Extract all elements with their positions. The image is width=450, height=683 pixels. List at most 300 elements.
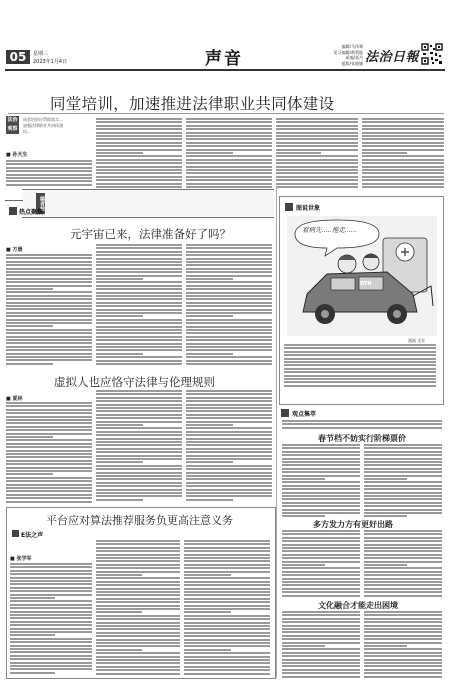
body-text-line: [282, 420, 442, 422]
body-text-line: [6, 433, 92, 435]
body-text-line: [282, 488, 360, 490]
body-text-line: [186, 343, 272, 345]
body-text-line: [186, 183, 272, 185]
body-text-line: [184, 639, 270, 641]
body-text-line: [96, 434, 182, 436]
body-text-line: [96, 298, 182, 300]
body-text-line: [364, 561, 442, 563]
body-text-line: [364, 571, 442, 573]
body-text-line: [364, 672, 442, 674]
body-text-line: [10, 648, 92, 650]
body-text-line: [96, 254, 182, 256]
body-text-line: [96, 594, 180, 596]
body-text-line: [96, 605, 180, 607]
body-text-line: [186, 465, 272, 467]
body-text-line: [186, 444, 272, 446]
body-text-line: [364, 662, 442, 664]
body-text-line: [6, 409, 92, 411]
body-text-line: [282, 458, 360, 460]
body-text-line: [364, 544, 442, 546]
body-text-line: [362, 138, 444, 140]
body-text-line: [186, 305, 272, 307]
body-text-line: [186, 264, 272, 266]
body-text-line: [96, 635, 180, 637]
body-text-line: [362, 145, 444, 147]
body-text-line: [186, 166, 272, 168]
body-text-line: [10, 566, 92, 568]
body-text-line: [184, 594, 270, 596]
body-text-line: [96, 673, 180, 675]
body-text-line: [186, 254, 272, 256]
body-text-line: [186, 438, 272, 440]
body-text-line: [186, 118, 272, 120]
cartoon-car-label: DYN: [360, 281, 372, 287]
body-text-line: [284, 358, 436, 360]
body-text-line: [10, 672, 55, 674]
body-text-line: [96, 424, 143, 426]
body-text-line: [10, 614, 92, 616]
body-text-line: [364, 574, 442, 576]
body-text-line: [186, 492, 272, 494]
body-text-line: [96, 410, 182, 412]
body-text-line: [362, 142, 444, 144]
body-text-line: [186, 152, 233, 154]
body-text-line: [10, 645, 92, 647]
body-text-line: [96, 336, 182, 338]
editor-note: [22, 189, 274, 218]
body-text-line: [6, 254, 92, 256]
body-text-line: [96, 608, 180, 610]
body-text-line: [282, 475, 360, 477]
body-text-line: [276, 132, 358, 134]
body-text-line: [184, 543, 270, 545]
body-text-line: [186, 162, 272, 164]
body-text-line: [96, 332, 182, 334]
body-text-line: [96, 343, 182, 345]
body-text-line: [6, 325, 53, 327]
article3-byline: ■ 张学军: [10, 556, 32, 562]
body-text-line: [96, 414, 182, 416]
body-text-line: [6, 257, 92, 259]
body-text-line: [6, 446, 92, 448]
body-text-line: [282, 461, 360, 463]
body-text-line: [6, 402, 92, 404]
body-text-line: [10, 577, 92, 579]
body-text-line: [186, 125, 272, 127]
body-text-line: [364, 642, 442, 644]
body-text-line: [96, 142, 182, 144]
lead-badge-line: 观察: [7, 126, 18, 132]
body-text-line: [6, 264, 92, 266]
body-text-line: [186, 312, 272, 314]
body-text-line: [96, 322, 182, 324]
body-text-line: [96, 172, 182, 174]
body-text-line: [362, 176, 444, 178]
body-text-line: [186, 339, 272, 341]
body-text-line: [184, 615, 270, 617]
body-text-line: [6, 302, 92, 304]
body-text-line: [96, 261, 182, 263]
body-text-line: [96, 169, 182, 171]
body-text-line: [186, 281, 272, 283]
body-text-line: [186, 451, 272, 453]
body-text-line: [6, 480, 92, 482]
viewpoints-headline-2: 多方发力方有更好出路: [313, 520, 393, 529]
body-text-line: [6, 356, 92, 358]
body-text-line: [96, 441, 182, 443]
paper-logo: 法治日報: [365, 50, 420, 65]
body-text-line: [96, 397, 182, 399]
body-text-line: [186, 458, 272, 460]
body-text-line: [184, 625, 270, 627]
body-text-line: [282, 481, 360, 483]
body-text-line: [10, 607, 92, 609]
body-text-line: [282, 502, 360, 504]
body-text-line: [96, 461, 143, 463]
body-text-line: [96, 155, 182, 157]
body-text-line: [364, 578, 442, 580]
body-text-line: [282, 659, 360, 661]
article2-byline: ■ 夏林: [6, 396, 23, 402]
body-text-line: [276, 138, 358, 140]
body-text-line: [6, 291, 92, 293]
body-text-line: [282, 492, 360, 494]
cartoon-column: 图说世象: [296, 205, 321, 212]
body-text-line: [6, 477, 92, 479]
body-text-line: [6, 436, 53, 438]
body-text-line: [362, 172, 444, 174]
body-text-line: [96, 349, 182, 351]
body-text-line: [6, 463, 92, 465]
body-text-line: [364, 498, 442, 500]
body-text-line: [96, 390, 182, 392]
body-text-line: [96, 162, 182, 164]
body-text-line: [364, 550, 442, 552]
body-text-line: [362, 132, 444, 134]
body-text-line: [186, 329, 272, 331]
body-text-line: [362, 125, 444, 127]
body-text-line: [282, 672, 360, 674]
lead-byline: ■ 孙天生: [6, 152, 28, 158]
body-text-line: [6, 285, 92, 287]
body-text-line: [96, 662, 180, 664]
body-text-line: [276, 155, 358, 157]
body-text-line: [282, 662, 360, 664]
body-text-line: [186, 138, 272, 140]
body-text-line: [6, 450, 92, 452]
body-text-line: [96, 577, 180, 579]
body-text-line: [364, 655, 442, 657]
body-text-line: [96, 302, 182, 304]
body-text-line: [276, 135, 358, 137]
body-text-line: [282, 618, 360, 620]
body-text-line: [282, 512, 360, 514]
body-text-line: [184, 554, 270, 556]
body-text-line: [186, 332, 272, 334]
body-text-line: [186, 397, 272, 399]
body-text-line: [276, 145, 358, 147]
body-text-line: [6, 268, 92, 270]
body-text-line: [186, 482, 272, 484]
body-text-line: [6, 315, 92, 317]
body-text-line: [6, 184, 92, 186]
body-text-line: [186, 468, 272, 470]
body-text-line: [282, 567, 360, 569]
body-text-line: [10, 621, 92, 623]
body-text-line: [96, 431, 182, 433]
body-text-line: [364, 475, 442, 477]
body-text-line: [96, 400, 182, 402]
body-text-line: [96, 421, 182, 423]
body-text-line: [282, 509, 360, 511]
body-text-line: [96, 427, 182, 429]
body-text-line: [364, 584, 442, 586]
body-text-line: [186, 132, 272, 134]
body-text-line: [282, 648, 360, 650]
body-text-line: [282, 621, 360, 623]
body-text-line: [184, 574, 231, 576]
body-text-line: [184, 611, 231, 613]
body-text-line: [6, 501, 92, 503]
body-text-line: [96, 360, 182, 362]
body-text-line: [96, 639, 180, 641]
body-text-line: [282, 635, 360, 637]
body-text-line: [282, 505, 360, 507]
body-text-line: [184, 588, 270, 590]
body-text-line: [282, 550, 360, 552]
body-text-line: [282, 554, 360, 556]
body-text-line: [184, 608, 270, 610]
body-text-line: [186, 390, 272, 392]
body-text-line: [96, 176, 182, 178]
section-divider: [5, 200, 23, 201]
body-text-line: [186, 155, 272, 157]
body-text-line: [6, 487, 92, 489]
body-text-line: [6, 319, 92, 321]
body-text-line: [282, 464, 360, 466]
body-text-line: [362, 166, 444, 168]
body-text-line: [10, 668, 92, 670]
cartoon-speech: 看病先.....拖走......: [302, 226, 358, 234]
body-text-line: [364, 554, 442, 556]
body-text-line: [282, 628, 360, 630]
body-text-line: [184, 571, 270, 573]
body-text-line: [96, 244, 182, 246]
body-text-line: [184, 581, 270, 583]
body-text-line: [282, 471, 360, 473]
body-text-line: [10, 583, 92, 585]
body-text-line: [96, 159, 182, 161]
body-text-line: [6, 426, 92, 428]
body-text-line: [10, 600, 92, 602]
body-text-line: [96, 618, 180, 620]
body-text-line: [362, 186, 444, 188]
body-text-line: [282, 530, 360, 532]
body-text-line: [96, 611, 142, 613]
body-text-line: [96, 451, 182, 453]
body-text-line: [96, 649, 142, 651]
body-text-line: [276, 162, 358, 164]
page-weekday: 星期三: [33, 51, 49, 57]
body-text-line: [96, 312, 182, 314]
body-text-line: [96, 363, 182, 365]
body-text-line: [186, 356, 272, 358]
body-text-line: [96, 485, 182, 487]
body-text-line: [186, 319, 272, 321]
body-text-line: [96, 625, 180, 627]
body-text-line: [96, 458, 182, 460]
body-text-line: [186, 169, 272, 171]
body-text-line: [282, 561, 360, 563]
body-text-line: [96, 292, 182, 294]
body-text-line: [282, 447, 360, 449]
body-text-line: [364, 533, 442, 535]
body-text-line: [284, 385, 436, 387]
body-text-line: [186, 427, 272, 429]
body-text-line: [96, 591, 180, 593]
body-text-line: [96, 404, 182, 406]
body-text-line: [364, 665, 442, 667]
body-text-line: [282, 655, 360, 657]
body-text-line: [6, 163, 92, 165]
page-date: 2023年1月4日: [33, 59, 68, 65]
editor-credit: 质编/聂丹: [345, 55, 363, 61]
body-text-line: [96, 258, 182, 260]
body-text-line: [284, 368, 436, 370]
body-text-line: [96, 268, 182, 270]
body-text-line: [184, 635, 270, 637]
body-text-line: [184, 659, 270, 661]
body-text-line: [364, 458, 442, 460]
body-text-line: [276, 183, 358, 185]
article3-headline: 平台应对算法推荐服务负更高注意义务: [46, 514, 233, 527]
body-text-line: [364, 611, 442, 613]
body-text-line: [186, 275, 272, 277]
body-text-line: [284, 375, 436, 377]
body-text-line: [282, 669, 360, 671]
body-text-line: [96, 326, 182, 328]
body-text-line: [96, 281, 182, 283]
body-text-line: [282, 468, 360, 470]
body-text-line: [276, 176, 358, 178]
body-text-line: [10, 665, 92, 667]
body-text-line: [96, 628, 180, 630]
body-text-line: [96, 145, 182, 147]
body-text-line: [96, 622, 180, 624]
body-text-line: [364, 595, 442, 597]
body-text-line: [362, 159, 444, 161]
body-text-line: [96, 666, 180, 668]
body-text-line: [364, 461, 442, 463]
body-text-line: [186, 247, 272, 249]
body-text-line: [6, 473, 53, 475]
body-text-line: [96, 547, 180, 549]
body-text-line: [282, 564, 325, 566]
body-text-line: [186, 414, 272, 416]
body-text-line: [364, 631, 442, 633]
body-text-line: [6, 490, 92, 492]
body-text-line: [184, 642, 270, 644]
lead-headline: 同堂培训，加速推进法律职业共同体建设: [50, 95, 335, 113]
body-text-line: [364, 471, 442, 473]
body-text-line: [186, 461, 233, 463]
body-text-line: [186, 485, 272, 487]
body-text-line: [184, 618, 270, 620]
body-text-line: [6, 312, 92, 314]
body-text-line: [364, 588, 442, 590]
body-text-line: [284, 381, 436, 383]
body-text-line: [364, 530, 442, 532]
body-text-line: [96, 557, 180, 559]
body-text-line: [6, 308, 92, 310]
body-text-line: [96, 669, 180, 671]
body-text-line: [184, 649, 231, 651]
body-text-line: [6, 453, 92, 455]
body-text-line: [10, 590, 92, 592]
body-text-line: [364, 581, 442, 583]
body-text-line: [6, 494, 92, 496]
body-text-line: [96, 588, 180, 590]
article2-headline: 虚拟人也应恪守法律与伦理规则: [54, 375, 215, 389]
body-text-line: [6, 332, 92, 334]
body-text-line: [186, 448, 272, 450]
article1-headline: 元宇宙已来，法律准备好了吗？: [70, 227, 231, 241]
body-text-line: [284, 351, 436, 353]
body-text-line: [282, 427, 442, 429]
body-text-line: [284, 344, 436, 346]
body-text-line: [10, 587, 92, 589]
body-text-line: [96, 560, 180, 562]
body-text-line: [186, 288, 272, 290]
body-text-line: [96, 584, 180, 586]
body-text-line: [186, 404, 272, 406]
body-text-line: [186, 495, 272, 497]
body-text-line: [6, 470, 92, 472]
article1-byline: ■ 方晨: [6, 247, 23, 253]
body-text-line: [186, 295, 272, 297]
body-text-line: [284, 371, 436, 373]
body-text-line: [96, 448, 182, 450]
body-text-line: [96, 499, 143, 501]
body-text-line: [96, 495, 182, 497]
body-text-line: [186, 400, 272, 402]
editor-credit: 编辑/马伟骞: [341, 44, 363, 49]
body-text-line: [184, 656, 270, 658]
body-text-line: [6, 460, 92, 462]
body-text-line: [282, 571, 360, 573]
body-text-line: [96, 125, 182, 127]
body-text-line: [362, 162, 444, 164]
cartoon-credit: 漫画 毛业: [408, 338, 426, 343]
body-text-line: [96, 472, 182, 474]
body-text-line: [364, 505, 442, 507]
body-text-line: [6, 443, 92, 445]
editor-credit: 组版/张晓婕: [341, 60, 363, 66]
body-text-line: [6, 346, 92, 348]
body-text-line: [6, 412, 92, 414]
body-text-line: [364, 621, 442, 623]
body-text-line: [96, 271, 182, 273]
body-text-line: [282, 642, 360, 644]
body-text-line: [184, 605, 270, 607]
body-text-line: [364, 537, 442, 539]
body-text-line: [96, 601, 180, 603]
body-text-line: [184, 577, 270, 579]
body-text-line: [362, 183, 444, 185]
body-text-line: [96, 659, 180, 661]
body-text-line: [96, 393, 182, 395]
body-text-line: [10, 573, 92, 575]
